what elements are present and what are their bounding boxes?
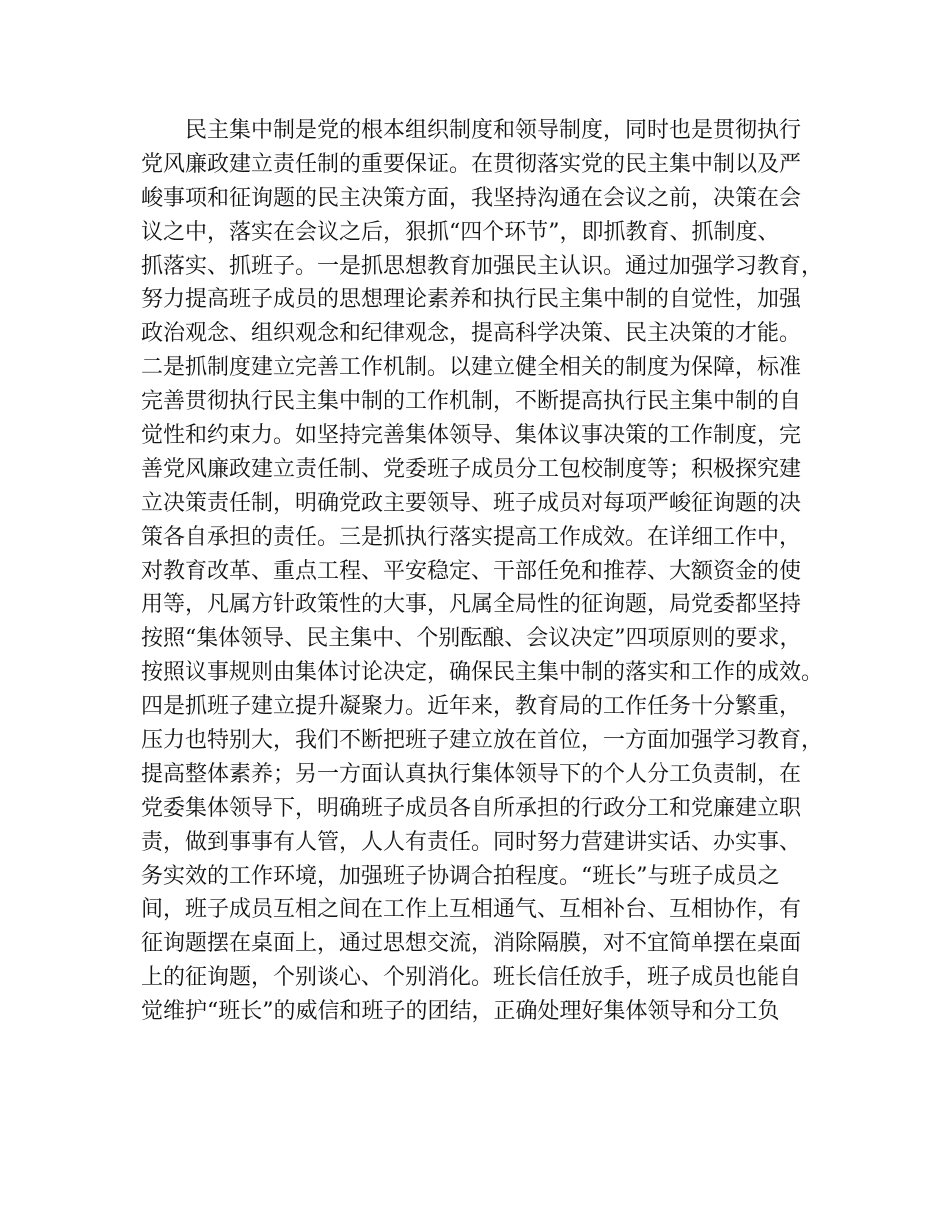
paragraph-line: 策各自承担的责任。三是抓执行落实提高工作成效。在详细工作中， (141, 524, 802, 550)
paragraph-line: 议之中，落实在会议之后，狠抓“四个环节”，即抓教育、抓制度、 (141, 219, 780, 245)
paragraph-line: 对教育改革、重点工程、平安稳定、干部任免和推荐、大额资金的使 (141, 558, 802, 584)
paragraph-line: 觉性和约束力。如坚持完善集体领导、集体议事决策的工作制度，完 (141, 423, 802, 449)
paragraph-line: 党风廉政建立责任制的重要保证。在贯彻落实党的民主集中制以及严 (141, 151, 802, 177)
paragraph-line: 压力也特别大，我们不断把班子建立放在首位，一方面加强学习教育， (141, 728, 824, 754)
body-paragraph (141, 114, 824, 1029)
paragraph-line: 责，做到事事有人管，人人有责任。同时努力营建讲实话、办实事、 (141, 829, 802, 855)
paragraph-line: 善党风廉政建立责任制、党委班子成员分工包校制度等；积极探究建 (141, 456, 802, 482)
paragraph-line: 觉维护“班长”的威信和班子的团结，正确处理好集体领导和分工负 (141, 999, 780, 1025)
paragraph-line: 间，班子成员互相之间在工作上互相通气、互相补台、互相协作，有 (141, 897, 802, 923)
paragraph-line: 政治观念、组织观念和纪律观念，提高科学决策、民主决策的才能。 (141, 321, 802, 347)
paragraph-line: 务实效的工作环境，加强班子协调合拍程度。“班长”与班子成员之 (141, 863, 780, 889)
paragraph-line: 党委集体领导下，明确班子成员各自所承担的行政分工和党廉建立职 (141, 795, 802, 821)
paragraph-line: 民主集中制是党的根本组织制度和领导制度，同时也是贯彻执行 (185, 118, 802, 143)
paragraph-line: 抓落实、抓班子。一是抓思想教育加强民主认识。通过加强学习教育， (141, 253, 824, 279)
paragraph-line: 提高整体素养；另一方面认真执行集体领导下的个人分工负责制，在 (141, 761, 802, 787)
paragraph-line: 征询题摆在桌面上，通过思想交流，消除隔膜，对不宜简单摆在桌面 (141, 931, 802, 957)
paragraph-line: 二是抓制度建立完善工作机制。以建立健全相关的制度为保障，标准 (141, 355, 802, 381)
paragraph-line: 完善贯彻执行民主集中制的工作机制，不断提高执行民主集中制的自 (141, 389, 802, 415)
paragraph-line: 上的征询题，个别谈心、个别消化。班长信任放手，班子成员也能自 (141, 965, 802, 991)
paragraph-line: 用等，凡属方针政策性的大事，凡属全局性的征询题，局党委都坚持 (141, 592, 802, 618)
paragraph-line: 按照议事规则由集体讨论决定，确保民主集中制的落实和工作的成效。 (141, 660, 824, 686)
paragraph-line: 立决策责任制，明确党政主要领导、班子成员对每项严峻征询题的决 (141, 490, 802, 516)
paragraph-line: 按照“集体领导、民主集中、个别酝酿、会议决定”四项原则的要求， (141, 626, 802, 652)
paragraph-line: 四是抓班子建立提升凝聚力。近年来，教育局的工作任务十分繁重， (141, 694, 802, 720)
paragraph-line: 努力提高班子成员的思想理论素养和执行民主集中制的自觉性，加强 (141, 287, 802, 313)
paragraph-line: 峻事项和征询题的民主决策方面，我坚持沟通在会议之前，决策在会 (141, 185, 802, 211)
